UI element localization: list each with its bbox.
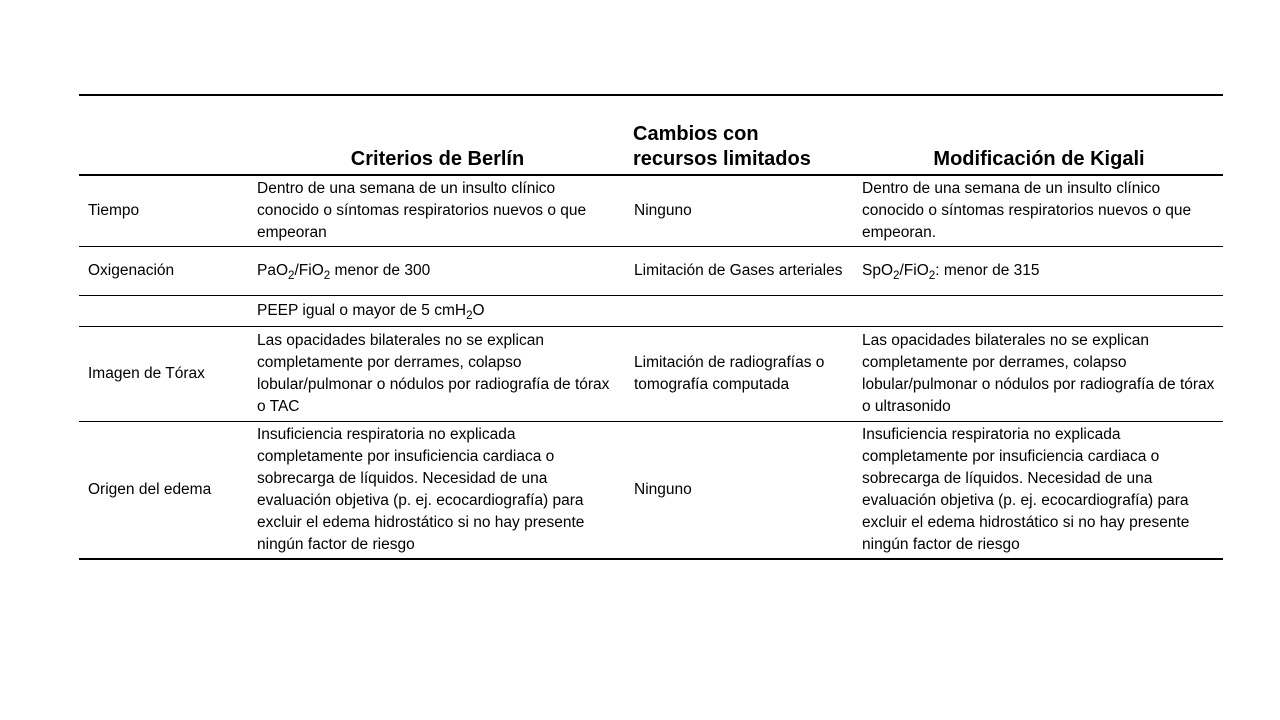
text-part: PaO xyxy=(257,261,289,279)
changes-edema: Ninguno xyxy=(634,480,692,498)
changes-torax: Limitación de radiografías o tomografía computada xyxy=(634,353,825,393)
kigali-edema: Insuficiencia respiratoria no explicada completamente por insuficiencia cardiaca o sobrecarga de líquidos. Necesidad de una evaluación objetiva (p. ej. ecocardiografía) para excluir el edema hidrostático si no hay presente ningún factor de riesgo xyxy=(862,425,1190,553)
header-row xyxy=(79,95,1223,175)
kigali-torax: Las opacidades bilaterales no se explican completamente por derrames, colapso lobular/pulmonar o nódulos por radiografía de tórax o ultrasonido xyxy=(862,331,1215,415)
berlin-peep xyxy=(248,295,625,326)
row-label-peep xyxy=(79,295,248,326)
row-label-tiempo: Tiempo xyxy=(88,201,140,219)
changes-tiempo: Ninguno xyxy=(634,201,692,219)
subscript: 2 xyxy=(928,268,936,282)
changes-peep xyxy=(625,295,853,326)
header-berlin: Criterios de Berlín xyxy=(350,148,525,170)
header-blank xyxy=(79,95,248,175)
row-label-oxigenacion: Oxigenación xyxy=(88,261,175,279)
text-part: /FiO xyxy=(899,261,929,279)
criteria-table xyxy=(79,94,1223,560)
text-part: O xyxy=(472,301,485,319)
text-part: SpO xyxy=(862,261,894,279)
row-label-edema: Origen del edema xyxy=(88,480,212,498)
row-label-torax: Imagen de Tórax xyxy=(88,364,205,382)
kigali-oxigenacion xyxy=(853,246,1223,295)
text-part: menor de 300 xyxy=(330,261,431,279)
text-part: : menor de 315 xyxy=(935,261,1040,279)
text-part: /FiO xyxy=(294,261,324,279)
berlin-edema: Insuficiencia respiratoria no explicada completamente por insuficiencia cardiaca o sobrecarga de líquidos. Necesidad de una evaluación objetiva (p. ej. ecocardiografía) para excluir el edema hidrostático si no hay presente ningún factor de riesgo xyxy=(257,425,585,553)
kigali-peep xyxy=(853,295,1223,326)
subscript: 2 xyxy=(466,308,473,322)
table-row xyxy=(79,421,1223,559)
table-row xyxy=(79,295,1223,326)
subscript: 2 xyxy=(323,268,331,282)
text-part: PEEP igual o mayor de 5 cmH xyxy=(257,301,467,319)
table-row xyxy=(79,326,1223,421)
header-kigali: Modificación de Kigali xyxy=(933,148,1145,170)
table-row xyxy=(79,246,1223,295)
subscript: 2 xyxy=(893,268,900,282)
berlin-torax: Las opacidades bilaterales no se explican completamente por derrames, colapso lobular/pulmonar o nódulos por radiografía de tórax o TAC xyxy=(257,331,610,415)
subscript: 2 xyxy=(288,268,295,282)
berlin-tiempo: Dentro de una semana de un insulto clínico conocido o síntomas respiratorios nuevos o que empeoran xyxy=(257,179,587,241)
changes-oxigenacion: Limitación de Gases arteriales xyxy=(634,261,843,279)
table-row xyxy=(79,175,1223,246)
kigali-tiempo: Dentro de una semana de un insulto clínico conocido o síntomas respiratorios nuevos o que empeoran. xyxy=(862,179,1192,241)
berlin-oxigenacion xyxy=(248,246,625,295)
header-changes: Cambios con recursos limitados xyxy=(633,123,811,170)
